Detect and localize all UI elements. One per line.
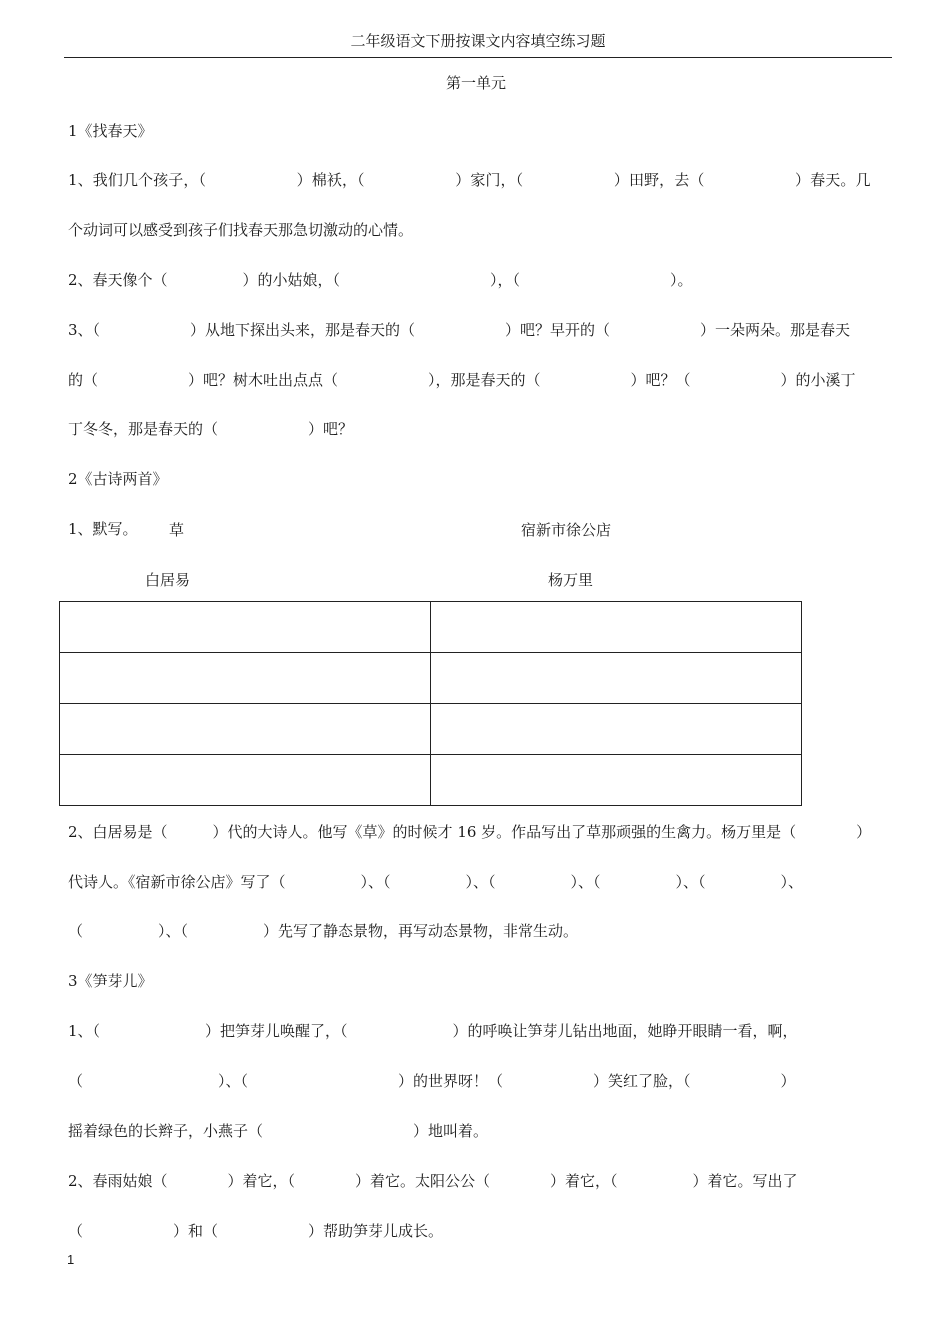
- poem1-author: 白居易: [145, 571, 191, 589]
- poem2-title: 宿新市徐公店: [521, 521, 612, 539]
- table-row: [60, 602, 802, 653]
- poem-writing-table: [59, 601, 802, 806]
- poem2-writing-cell[interactable]: [431, 704, 802, 755]
- lesson3-q2-line2: （ ）和（ ）帮助笋芽儿成长。: [68, 1222, 444, 1240]
- lesson2-title: 2《古诗两首》: [68, 470, 168, 488]
- lesson1-q3-line1: 3、（ ）从地下探出头来，那是春天的（ ）吧？早开的（ ）一朵两朵。那是春天: [68, 321, 851, 339]
- lesson1-q3-line2: 的（ ）吧？树木吐出点点（ ），那是春天的（ ）吧？（ ）的小溪丁: [68, 371, 856, 389]
- poem1-writing-cell[interactable]: [60, 704, 431, 755]
- poem1-writing-cell[interactable]: [60, 602, 431, 653]
- lesson1-q1-line2: 个动词可以感受到孩子们找春天那急切激动的心情。: [68, 221, 414, 239]
- poem2-author: 杨万里: [548, 571, 594, 589]
- poem2-writing-cell[interactable]: [431, 653, 802, 704]
- poem1-writing-cell[interactable]: [60, 653, 431, 704]
- lesson3-title: 3《笋芽儿》: [68, 972, 153, 990]
- page-header: 二年级语文下册按课文内容填空练习题: [64, 30, 892, 58]
- table-row: [60, 755, 802, 806]
- table-row: [60, 653, 802, 704]
- lesson2-q2-line2: 代诗人。《宿新市徐公店》写了（ ）、（ ）、（ ）、（ ）、（ ）、: [68, 873, 804, 891]
- lesson3-q1-line2: （ ）、（ ）的世界呀！（ ）笑红了脸，（ ）: [68, 1072, 796, 1090]
- lesson1-title: 1《找春天》: [68, 122, 153, 140]
- page-number: 1: [67, 1252, 75, 1267]
- poem1-title: 草: [169, 521, 185, 539]
- lesson2-q2-line3: （ ）、（ ）先写了静态景物，再写动态景物，非常生动。: [68, 922, 579, 940]
- lesson3-q1-line1: 1、（ ）把笋芽儿唤醒了，（ ）的呼唤让笋芽儿钻出地面，她睁开眼睛一看，啊，: [68, 1022, 798, 1040]
- lesson1-q2: 2、春天像个（ ）的小姑娘，（ ），（ ）。: [68, 271, 693, 289]
- lesson2-q1-label: 1、默写。: [68, 520, 138, 538]
- lesson3-q1-line3: 摇着绿色的长辫子，小燕子（ ）地叫着。: [68, 1122, 489, 1140]
- poem2-writing-cell[interactable]: [431, 602, 802, 653]
- lesson1-q1-line1: 1、我们几个孩子，（ ）棉袄，（ ）家门，（ ）田野，去（ ）春天。几: [68, 171, 871, 189]
- poem2-writing-cell[interactable]: [431, 755, 802, 806]
- poem1-writing-cell[interactable]: [60, 755, 431, 806]
- table-row: [60, 704, 802, 755]
- lesson2-q2-line1: 2、白居易是（ ）代的大诗人。他写《草》的时候才 16 岁。作品写出了草那顽强的生禽力。杨万里是（ ）: [68, 823, 872, 841]
- unit-title: 第一单元: [446, 74, 507, 92]
- lesson3-q2-line1: 2、春雨姑娘（ ）着它，（ ）着它。太阳公公（ ）着它，（ ）着它。写出了: [68, 1172, 798, 1190]
- lesson1-q3-line3: 丁冬冬，那是春天的（ ）吧？: [68, 420, 354, 438]
